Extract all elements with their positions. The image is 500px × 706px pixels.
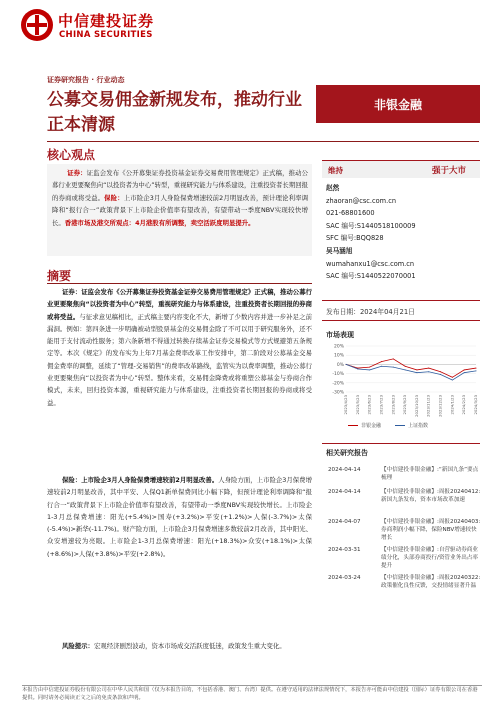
core-lead-insurance: 保险： — [104, 193, 124, 202]
series-line — [346, 364, 476, 380]
x-tick-label: 2023/8/23 — [390, 395, 396, 415]
brand-logo — [20, 6, 170, 46]
y-tick-label: -30% — [332, 390, 344, 396]
chart-legend — [348, 422, 428, 429]
summary-body-securities: 与征求意见稿相比，正式稿主要内容变化不大，新增了少数内容并进一步补足之前漏洞。例如：第四条进一步明确被动型股票基金的交易佣金除了不可以用于研究服务外，还不能用于支付流动性服务；第六条新增不得通过转换存续基金证券交易模式等方式规避第五条规定等。本次《规定》的发布实为上年7月基金费率改革工作安排中，第二阶段对公募基金交易佣金费率的调整，延续了“管理-交易销售”的费率改革路线，监管实为以费率调整，推动公募行业更要聚焦向“以投资者为中心”转型。整体来看，交易佣金降费或将重塑公募基金与券商合作模式，未来，回归投资本源，重视研究能力与体系建设，注重投资者长期回报的券商或将受益。 — [47, 312, 313, 407]
risk-lead: 风险提示： — [62, 642, 94, 650]
y-tick-label: 20% — [333, 344, 344, 350]
brand-emblem-icon — [20, 8, 54, 42]
series-line — [346, 359, 476, 377]
analyst-sfc: SFC 编号:BQQ828 — [326, 234, 384, 243]
summary-heading: 摘要 — [47, 269, 72, 283]
related-date: 2024-04-07 — [328, 519, 361, 525]
data-point — [428, 368, 429, 369]
related-divider — [322, 443, 480, 444]
data-point — [440, 374, 441, 375]
data-point — [393, 367, 394, 368]
data-point — [452, 377, 453, 378]
legend-label: 上证指数 — [408, 423, 429, 429]
y-tick-label: -20% — [332, 381, 344, 387]
summary-lead-insurance: 保险：上市险企3月人身险保费增速较前2月明显改善。 — [62, 476, 219, 484]
summary-paragraph-securities — [47, 286, 312, 409]
y-tick-label: 0% — [336, 362, 344, 368]
analyst-card — [326, 182, 416, 245]
x-tick-label: 2024/3/23 — [473, 395, 478, 415]
data-point — [476, 368, 477, 369]
y-tick-label: -10% — [332, 372, 344, 378]
publish-date: 发布日期：2024年04月21日 — [326, 308, 415, 316]
rating-label: 维持 — [328, 166, 343, 175]
date-divider-bottom — [322, 320, 480, 321]
data-point — [369, 367, 370, 368]
related-date: 2024-03-24 — [328, 575, 361, 581]
core-text-insurance: 上市险企3月人身险保费增速较前2月明显改善，预计理论利率调降和“报行合一”政策背景下上市险企价值率有望改善，有望带动一季度NBV实现较快增长。 — [52, 193, 308, 227]
data-point — [369, 369, 370, 370]
rating-value: 强于大市 — [431, 166, 466, 176]
core-viewpoint-box — [47, 164, 312, 256]
data-point — [428, 371, 429, 372]
rating-bar — [322, 160, 480, 178]
related-date: 2024-04-14 — [328, 467, 361, 473]
summary-divider — [47, 283, 312, 284]
legend-item — [395, 422, 428, 429]
data-point — [381, 366, 382, 367]
y-tick-label: 10% — [333, 353, 344, 359]
brand-name-cn: 中信建投证券 — [58, 12, 155, 30]
related-date: 2024-03-31 — [328, 547, 361, 553]
x-tick-label: 2023/12/23 — [437, 395, 443, 417]
x-tick-label: 2023/4/23 — [343, 395, 348, 415]
related-title[interactable]: 【中信建投非银金融】:周报20240403:券商利润小幅下降，保险NBV增速较快增长 — [381, 519, 481, 542]
data-point — [416, 369, 417, 370]
x-tick-label: 2023/9/23 — [402, 395, 408, 415]
summary-lead-securities: 证券：证监会发布《公开募集证券投资基金证券交易费用管理规定》正式稿，推动公募行业更要聚焦向“以投资者为中心”转型，重视研究能力与体系建设，注重投资者长期回报的券商或将受益。 — [47, 288, 312, 321]
x-tick-label: 2023/5/23 — [354, 395, 360, 415]
related-title[interactable]: 【中信建投非银金融】:周报20240412:新国九条发布，资本市场改革加速 — [381, 489, 481, 504]
data-point — [393, 358, 394, 359]
market-performance-chart — [326, 342, 480, 417]
x-tick-label: 2024/1/23 — [449, 395, 455, 415]
related-title[interactable]: 【中信建投非银金融】:自营驱动券商业绩分化，头部券商投行/资管业务出占率提升 — [381, 547, 478, 570]
data-point — [464, 372, 465, 373]
document-type: 证券研究报告 · 行业动态 — [47, 76, 125, 84]
legend-item — [348, 422, 381, 429]
core-text-securities: 证监会发布《公开募集证券投资基金证券交易费用管理规定》正式稿，推动公募行业更要聚焦向“以投资者为中心”转型，重视研究能力与体系建设，注重投资者长期回报的券商或将受益。 — [52, 169, 309, 202]
report-title: 公募交易佣金新规发布，推动行业正本清源 — [47, 90, 302, 135]
summary-paragraph-insurance — [47, 474, 312, 560]
x-tick-label: 2024/2/23 — [461, 395, 467, 415]
legend-swatch-icon — [395, 425, 405, 427]
analyst-name: 赵然 — [326, 184, 340, 192]
data-point — [464, 369, 465, 370]
sector-badge: 非银金融 — [316, 85, 480, 123]
market-performance-svg — [326, 342, 480, 422]
footer-disclaimer: 本报告由中信建投证券股份有限公司在中华人民共和国（仅为本报告目的，不包括香港、澳门、台湾）提供。在遵守适用的法律法规情况下，本报告亦可能由中信建投（国际）证券有限公司在香港提供。同时请务必阅读正文之后的免责条款和声明。 — [22, 687, 478, 701]
data-point — [405, 366, 406, 367]
related-title[interactable]: 【中信建投非银金融】:“新国九条”要点梳理 — [381, 467, 479, 482]
summary-body-insurance: 人身险方面，上市险企3月保费增速较前2月明显改善，其中平安、人保Q1新单保费同比小幅下降，但预计理论利率调降和“报行合一”政策背景下上市险企价值率有望改善，有望带动一季度NBV实现较快增长。上市险企1-3月总保费增速：阳光(+5.4%)>国寿(+3.2%)>平安(+1.2%)>人保(-3.7%)>太保(-5.4%)>新华(-11.7%)。财产险方面，上市险企3月保费增速多数较前2月改善，其中阳光、众安增速较为亮眼。上市险企1-3月总保费增速：阳光(+18.3%)>众安(+18.1%)>太保(+8.6%)>人保(+3.8%)>平安(+2.8%)。 — [47, 476, 312, 558]
analyst-card — [326, 245, 416, 283]
x-tick-label: 2023/11/23 — [425, 395, 431, 417]
core-text-hk: 4月港股有所调整，卖空活跃度明显提升。 — [135, 218, 255, 227]
title-divider — [47, 141, 479, 142]
analyst-sac: SAC 编号:S1440518100009 — [326, 221, 416, 230]
core-lead-hk: 香港市场及港交所观点： — [64, 218, 136, 227]
data-point — [405, 369, 406, 370]
analyst-name: 吴马涵旭 — [326, 247, 353, 255]
analyst-sac: SAC 编号:S1440522070001 — [326, 272, 416, 281]
x-tick-label: 2023/10/23 — [413, 395, 419, 417]
data-point — [476, 370, 477, 371]
analyst-phone: 021-68801600 — [326, 209, 375, 218]
data-point — [381, 361, 382, 362]
date-divider-top — [322, 300, 480, 301]
legend-label: 非银金融 — [361, 423, 382, 429]
x-tick-label: 2023/6/23 — [366, 395, 372, 415]
data-point — [357, 369, 358, 370]
brand-name-en: CHINA SECURITIES — [59, 30, 153, 40]
related-date: 2024-04-14 — [328, 489, 361, 495]
data-point — [357, 368, 358, 369]
data-point — [346, 364, 347, 365]
related-title[interactable]: 【中信建投非银金融】:周报20240322:政策催化良性反馈，交投情绪显著升温 — [381, 575, 481, 590]
footer-divider — [22, 685, 482, 686]
analyst-email[interactable]: zhaoran@csc.com.cn — [326, 196, 397, 205]
summary-paragraph-risk — [47, 640, 312, 652]
legend-swatch-icon — [348, 425, 358, 427]
data-point — [416, 372, 417, 373]
core-heading: 核心观点 — [47, 148, 96, 162]
risk-body: 宏观经济剧烈波动，资本市场成交活跃度低迷，政策发生重大变化。 — [93, 642, 286, 650]
x-tick-label: 2023/7/23 — [378, 395, 384, 415]
analyst-email[interactable]: wumahanxu1@csc.com.cn — [326, 259, 415, 268]
data-point — [440, 371, 441, 372]
data-point — [452, 380, 453, 381]
core-lead-securities: 证券： — [67, 169, 87, 177]
related-heading: 相关研究报告 — [326, 449, 368, 457]
market-heading: 市场表现 — [326, 331, 354, 339]
